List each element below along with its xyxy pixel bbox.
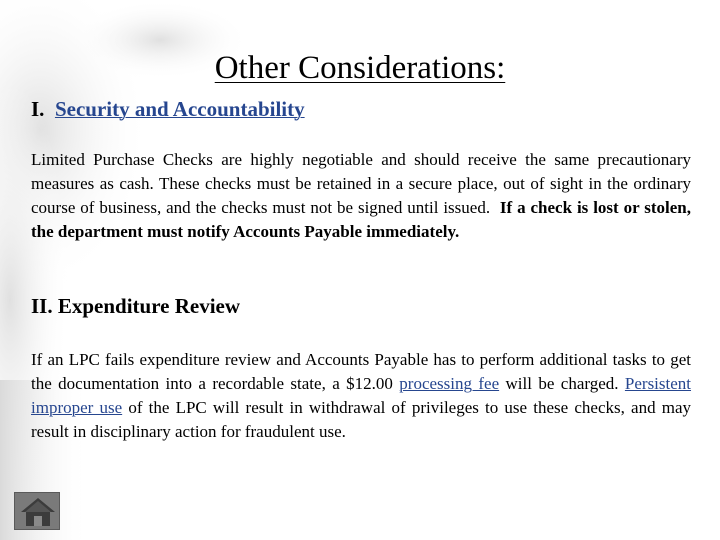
expenditure-text-3: of the LPC will result in withdrawal of privileges to use these checks, and may result in disciplinary action for fraudulent use. bbox=[31, 398, 692, 441]
expenditure-text-1: If an LPC fails expenditure review and Accounts Payable has to perform additional tasks to get the documentation into a recordable state, a $12.00 bbox=[31, 350, 691, 393]
security-paragraph bbox=[31, 148, 691, 244]
security-accountability-link[interactable]: Security and Accountability bbox=[54, 97, 305, 121]
slide-title-text: Other Considerations: bbox=[214, 50, 506, 86]
home-button[interactable] bbox=[14, 492, 60, 530]
persistent-improper-use-link[interactable]: Persistent improper use bbox=[31, 374, 692, 417]
section-heading-expenditure: II. Expenditure Review bbox=[31, 294, 241, 318]
expenditure-paragraph bbox=[31, 348, 691, 444]
section-number: I. bbox=[31, 97, 45, 121]
processing-fee-link[interactable]: processing fee bbox=[399, 374, 500, 393]
security-paragraph-bold: If a check is lost or stolen, the department must notify Accounts Payable immediately. bbox=[31, 198, 691, 241]
slide-title bbox=[0, 48, 720, 88]
section-heading-security bbox=[31, 96, 305, 122]
security-paragraph-text: Limited Purchase Checks are highly negotiable and should receive the same precautionary measures as cash. These checks must be retained in a secure place, out of sight in the ordinary course of business, and the checks must not be signed until issued. bbox=[31, 150, 691, 217]
home-icon bbox=[15, 493, 61, 531]
expenditure-text-2: will be charged. bbox=[505, 374, 619, 393]
